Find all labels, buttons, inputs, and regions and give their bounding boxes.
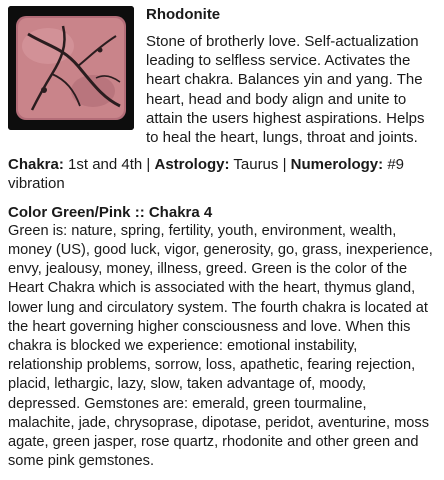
color-section-heading: Color Green/Pink :: Chakra 4 bbox=[8, 203, 213, 221]
color-section-body: Green is: nature, spring, fertility, youth, environment, wealth, money (US), good luck, vigor, generosity, go, grass, inexperience, envy, jealousy, money, illness, greed. Green is the color of the Heart Chakra which is associated with the heart, thymus gland, lower lung and circulatory system. The fourth chakra is located at the heart governing higher consciousness and love. When this chakra is blocked we experience: emotional instability, relationship problems, sorrow, loss, apathetic, fearing rejection, placid, lethargic, lazy, slow, taken advantage of, moody, depressed. Gemstones are: emerald, green tourmaline, malachite, jade, chrysoprase, dipotase, peridot, aventurine, moss agate, green jasper, rose quartz, rhodonite and other green and some pink gemstones. bbox=[8, 222, 433, 470]
astrology-label: Astrology: bbox=[154, 156, 230, 174]
numerology-label: Numerology: bbox=[290, 156, 384, 174]
stone-meta-line bbox=[8, 155, 436, 193]
rhodonite-stone-icon bbox=[8, 6, 134, 130]
astrology-value: Taurus | bbox=[229, 156, 291, 174]
stone-title: Rhodonite bbox=[146, 6, 221, 23]
stone-description: Stone of brotherly love. Self-actualization leading to selfless service. Activates the heart chakra. Balances yin and yang. The heart, head and body align and unite to attain the users highest aspirations. Helps to heal the heart, lungs, throat and joints. bbox=[146, 33, 425, 147]
numerology-value: #9 vibration bbox=[8, 156, 405, 193]
stone-photo-graphic bbox=[8, 6, 134, 130]
chakra-value: 1st and 4th | bbox=[63, 156, 155, 174]
chakra-label: Chakra: bbox=[8, 156, 64, 174]
stone-header-block bbox=[8, 6, 436, 147]
